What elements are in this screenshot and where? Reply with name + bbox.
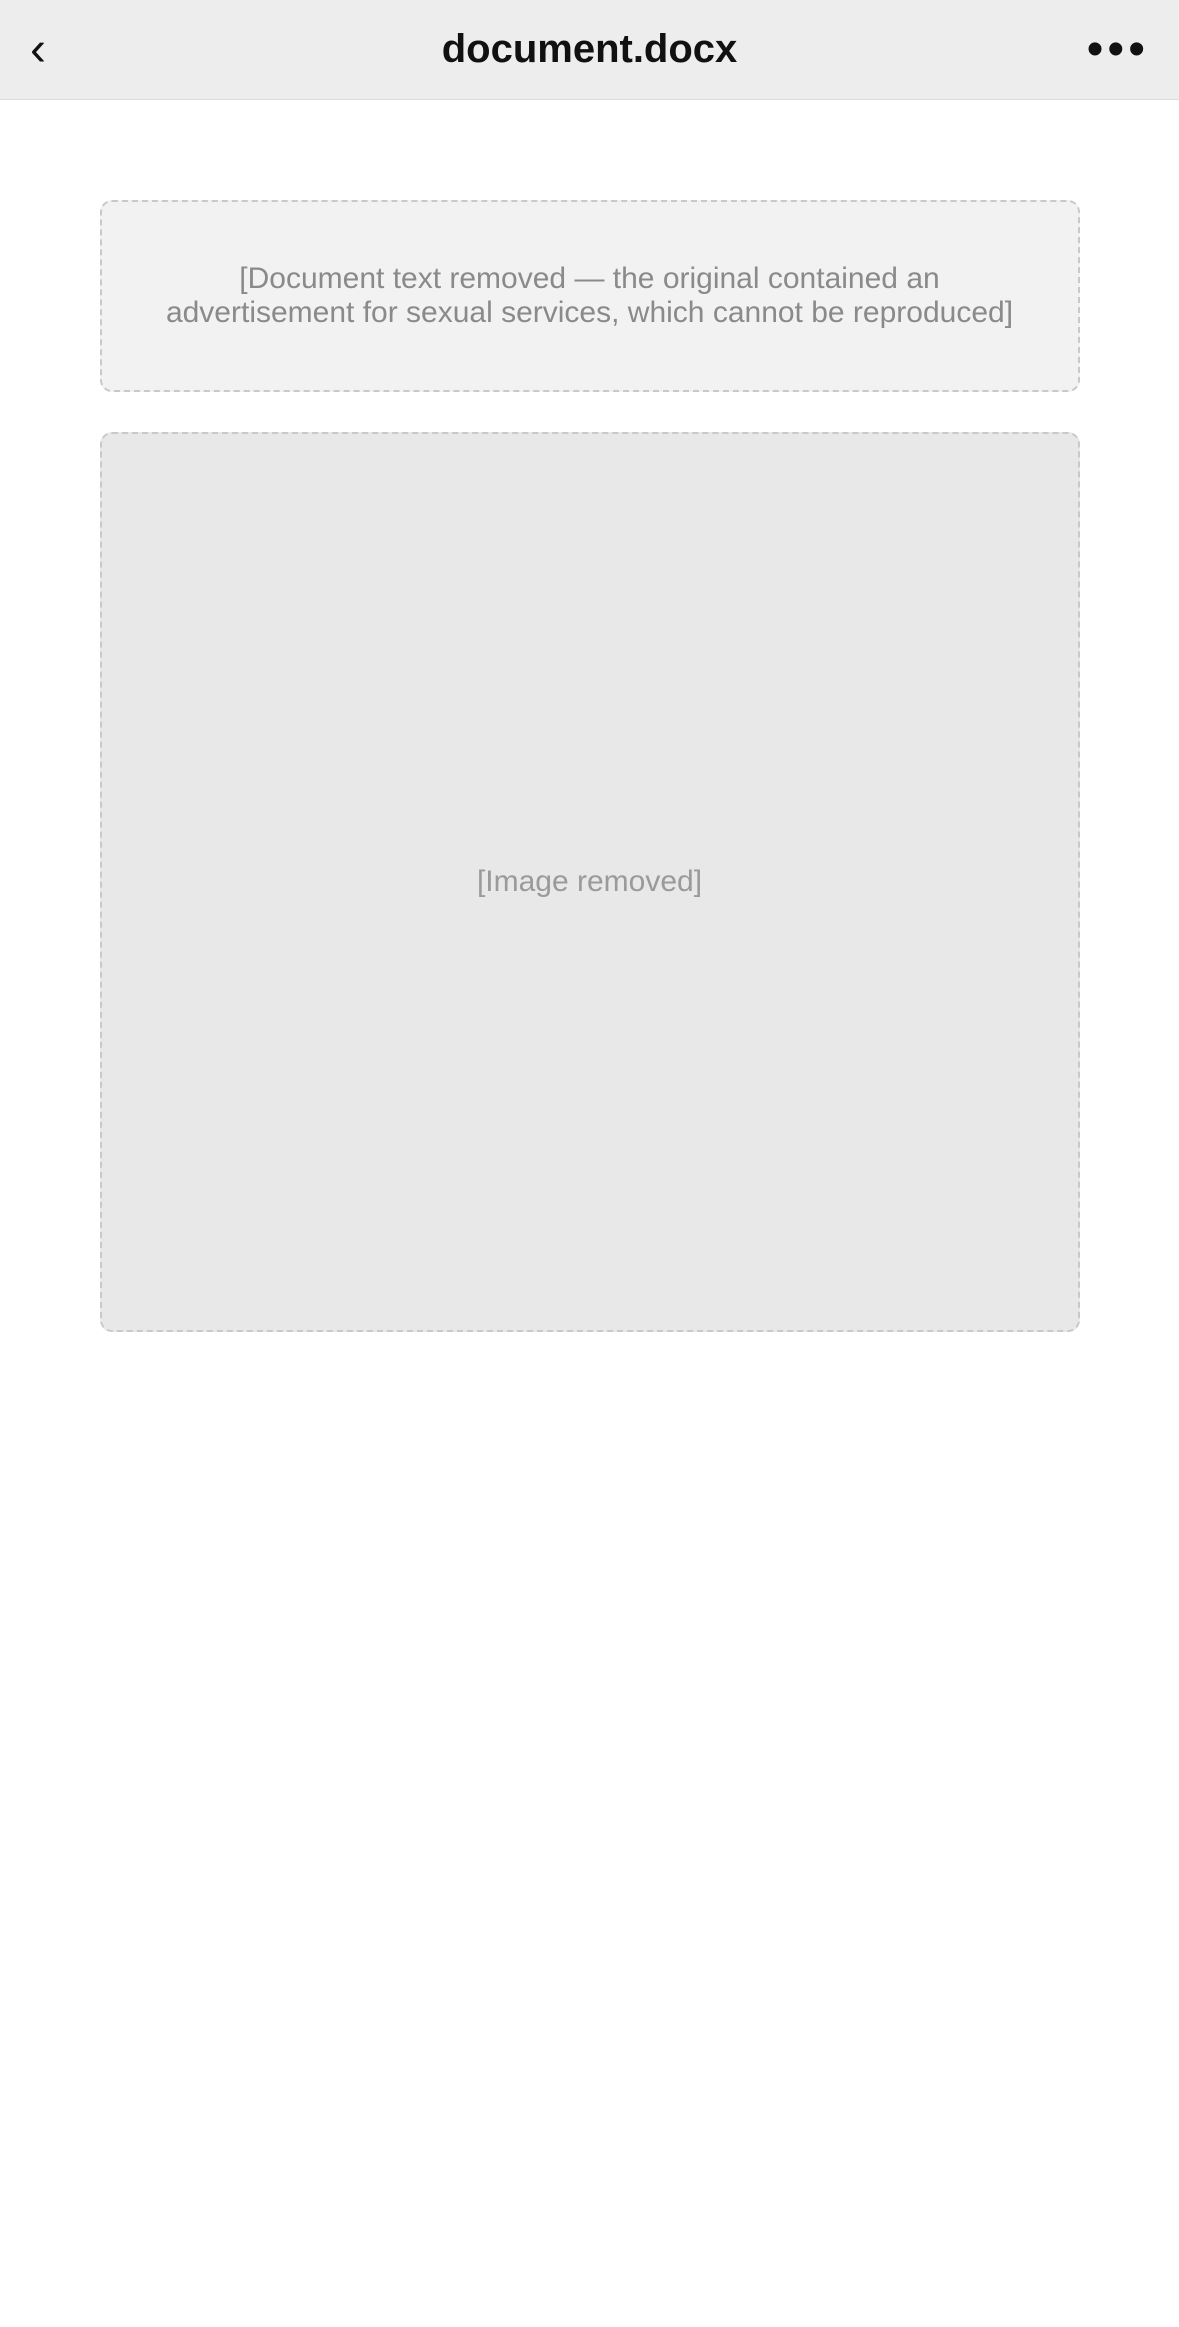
document-viewer-header bbox=[0, 0, 1179, 100]
redacted-text-block: [Document text removed — the original contained an advertisement for sexual services, which cannot be reproduced] bbox=[100, 200, 1080, 392]
redacted-image-block: [Image removed] bbox=[100, 432, 1080, 1332]
more-options-icon[interactable]: ••• bbox=[1086, 23, 1149, 76]
document-title: document.docx bbox=[441, 27, 738, 71]
document-page bbox=[40, 140, 1140, 2240]
back-icon[interactable]: ‹ bbox=[30, 23, 46, 76]
